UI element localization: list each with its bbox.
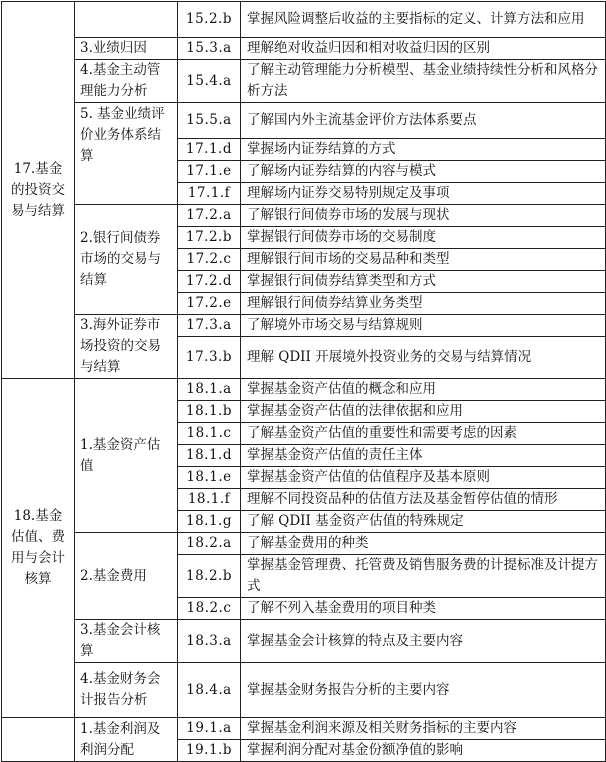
item-code: 18.1.d [178, 445, 241, 467]
item-requirement: 掌握基金利润来源及相关财务指标的主要内容 [241, 718, 606, 740]
table-row [2, 103, 606, 139]
table-row [2, 60, 606, 103]
item-requirement: 掌握基金资产估值的责任主体 [241, 445, 606, 467]
table-row [2, 620, 606, 663]
item-code: 18.1.c [178, 423, 241, 445]
table-row [2, 718, 606, 740]
item-requirement: 了解场内证券结算的内容与模式 [241, 161, 606, 183]
item-code: 17.2.e [178, 293, 241, 315]
section-cell: 4.基金财务会计报告分析 [75, 663, 178, 718]
item-requirement: 理解绝对收益归因和相对收益归因的区别 [241, 38, 606, 60]
item-code: 18.3.a [178, 620, 241, 663]
table-row [2, 2, 606, 38]
item-requirement: 了解基金资产估值的重要性和需要考虑的因素 [241, 423, 606, 445]
table-row [2, 379, 606, 401]
section-cell: 1.基金利润及利润分配 [75, 718, 178, 762]
item-requirement: 了解银行间债券市场的发展与现状 [241, 205, 606, 227]
item-code: 17.2.d [178, 271, 241, 293]
item-requirement: 掌握风险调整后收益的主要指标的定义、计算方法和应用 [241, 2, 606, 38]
item-requirement: 理解银行间市场的交易品种和类型 [241, 249, 606, 271]
item-requirement: 了解不列入基金费用的项目种类 [241, 598, 606, 620]
item-requirement: 掌握利润分配对基金份额净值的影响 [241, 740, 606, 762]
item-code: 15.5.a [178, 103, 241, 139]
section-cell: 3.业绩归因 [75, 38, 178, 60]
item-code: 15.3.a [178, 38, 241, 60]
item-code: 18.2.c [178, 598, 241, 620]
item-requirement: 掌握基金资产估值的估值程序及基本原则 [241, 467, 606, 489]
table-row [2, 663, 606, 718]
syllabus-table [1, 1, 606, 762]
item-code: 17.2.a [178, 205, 241, 227]
item-code: 18.1.e [178, 467, 241, 489]
item-code: 17.2.c [178, 249, 241, 271]
item-code: 19.1.b [178, 740, 241, 762]
item-requirement: 理解场内证券交易特别规定及事项 [241, 183, 606, 205]
item-code: 18.2.b [178, 555, 241, 598]
item-requirement: 理解银行间债券结算业务类型 [241, 293, 606, 315]
chapter-cell: 17.基金的投资交易与结算 [2, 2, 75, 379]
item-code: 18.1.f [178, 489, 241, 511]
item-code: 17.1.d [178, 139, 241, 161]
chapter-cell: 18.基金估值、费用与会计核算 [2, 379, 75, 718]
table-row [2, 205, 606, 227]
item-code: 17.1.e [178, 161, 241, 183]
item-requirement: 掌握基金管理费、托管费及销售服务费的计提标准及计提方式 [241, 555, 606, 598]
item-requirement: 了解境外市场交易与结算规则 [241, 315, 606, 337]
item-code: 18.1.a [178, 379, 241, 401]
item-code: 17.3.b [178, 337, 241, 379]
section-cell: 2.基金费用 [75, 533, 178, 620]
item-requirement: 掌握基金会计核算的特点及主要内容 [241, 620, 606, 663]
item-code: 17.3.a [178, 315, 241, 337]
section-cell: 3.海外证券市场投资的交易与结算 [75, 315, 178, 379]
item-code: 18.2.a [178, 533, 241, 555]
item-code: 15.2.b [178, 2, 241, 38]
item-requirement: 掌握银行间债券市场的交易制度 [241, 227, 606, 249]
item-requirement: 理解不同投资品种的估值方法及基金暂停估值的情形 [241, 489, 606, 511]
section-cell: 3.基金会计核算 [75, 620, 178, 663]
table-row [2, 38, 606, 60]
item-requirement: 掌握银行间债券结算类型和方式 [241, 271, 606, 293]
section-cell: 2.银行间债券市场的交易与结算 [75, 205, 178, 315]
item-requirement: 了解 QDII 基金资产估值的特殊规定 [241, 511, 606, 533]
item-code: 18.1.b [178, 401, 241, 423]
item-code: 15.4.a [178, 60, 241, 103]
item-requirement: 掌握场内证券结算的方式 [241, 139, 606, 161]
item-code: 18.1.g [178, 511, 241, 533]
table-row [2, 533, 606, 555]
item-requirement: 理解 QDII 开展境外投资业务的交易与结算情况 [241, 337, 606, 379]
item-code: 17.1.f [178, 183, 241, 205]
item-requirement: 掌握基金财务报告分析的主要内容 [241, 663, 606, 718]
section-cell: 1.基金资产估值 [75, 379, 178, 533]
section-cell: 5. 基金业绩评价业务体系结算 [75, 103, 178, 205]
item-code: 19.1.a [178, 718, 241, 740]
item-requirement: 掌握基金资产估值的法律依据和应用 [241, 401, 606, 423]
item-requirement: 了解主动管理能力分析模型、基金业绩持续性分析和风格分析方法 [241, 60, 606, 103]
item-requirement: 了解国内外主流基金评价方法体系要点 [241, 103, 606, 139]
table-row [2, 315, 606, 337]
item-requirement: 掌握基金资产估值的概念和应用 [241, 379, 606, 401]
item-requirement: 了解基金费用的种类 [241, 533, 606, 555]
chapter-cell [2, 718, 75, 762]
item-code: 17.2.b [178, 227, 241, 249]
section-cell [75, 2, 178, 38]
item-code: 18.4.a [178, 663, 241, 718]
section-cell: 4.基金主动管理能力分析 [75, 60, 178, 103]
